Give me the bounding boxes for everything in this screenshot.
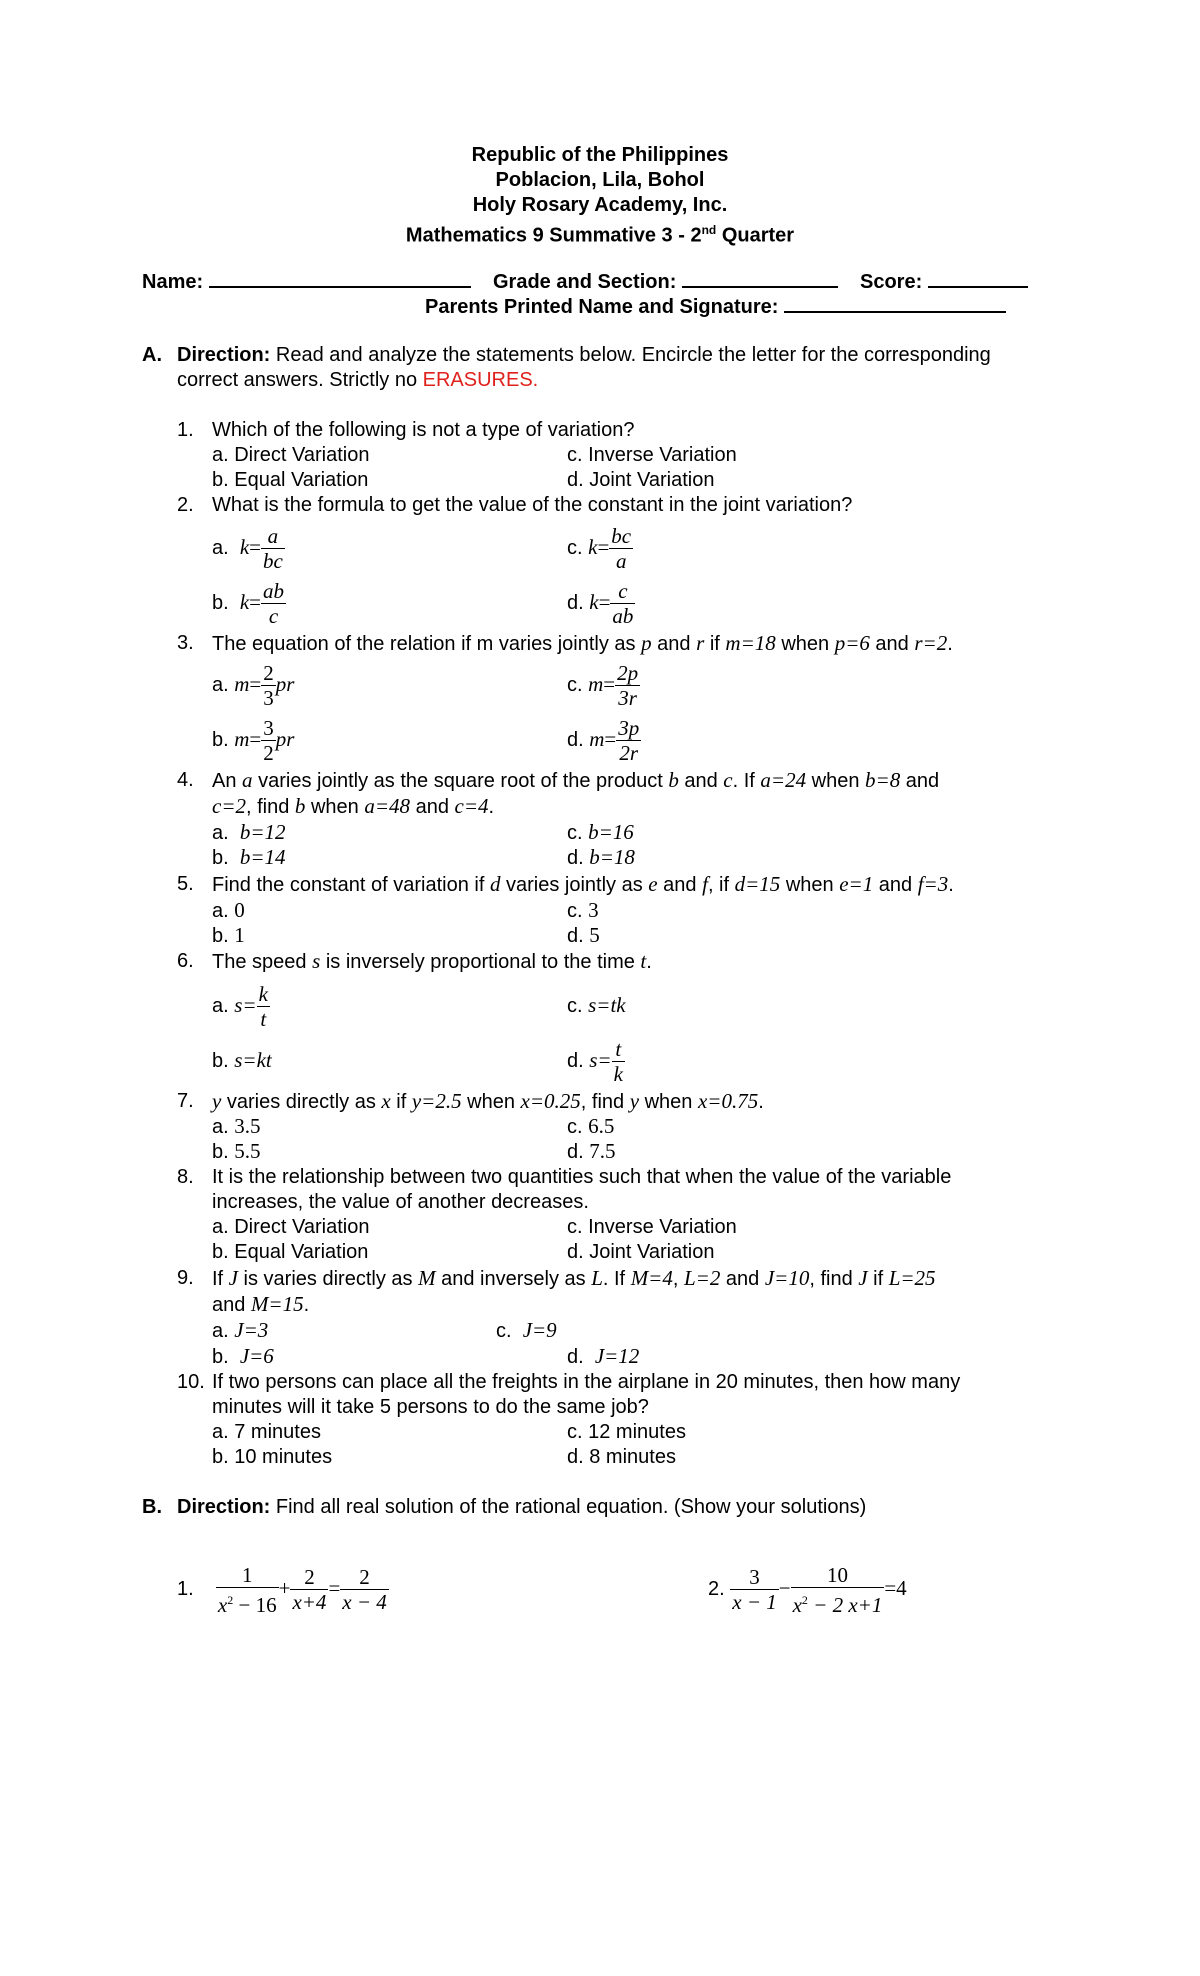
q5-choice-d[interactable]: d. 5 <box>567 923 600 947</box>
section-b-letter: B. <box>142 1496 162 1518</box>
q1-choice-b[interactable]: b. Equal Variation <box>212 469 369 491</box>
q1-choice-c[interactable]: c. Inverse Variation <box>567 444 737 466</box>
q7-choice-d[interactable]: d. 7.5 <box>567 1139 616 1163</box>
q10-choice-d[interactable]: d. 8 minutes <box>567 1446 676 1468</box>
q7-choice-b[interactable]: b. 5.5 <box>212 1139 261 1163</box>
q9-text-line2: and M=15. <box>212 1292 310 1316</box>
q4-choice-b[interactable]: b. b=14 <box>212 845 286 869</box>
header-exam-title: Mathematics 9 Summative 3 - 2nd Quarter <box>405 223 795 247</box>
q2-c-fraction: $\frac{bc}{a}$ <box>611 524 632 574</box>
q10-text-line1: If two persons can place all the freights in the airplane in 20 minutes, then how many <box>212 1371 961 1393</box>
q8-choice-d[interactable]: d. Joint Variation <box>567 1241 715 1263</box>
q10-choice-c[interactable]: c. 12 minutes <box>567 1421 686 1443</box>
q6-a-fraction: $\frac{k}{t}$ <box>258 982 268 1032</box>
header-republic: Republic of the Philippines <box>471 144 729 166</box>
q6-choice-d[interactable]: d. s= $\frac{t}{k}$ <box>567 1037 623 1087</box>
q8-text-line2: increases, the value of another decreases. <box>212 1191 589 1213</box>
q3-d-fraction: $\frac{3p}{2r}$ <box>618 716 640 766</box>
q3-b-fraction: $\frac{3}{2}$ <box>263 716 274 766</box>
q3-a-fraction: $\frac{2}{3}$ <box>263 661 274 711</box>
q3-choice-a[interactable]: a. m= $\frac{2}{3}$ pr <box>212 661 295 711</box>
q7-choice-a[interactable]: a. 3.5 <box>212 1114 261 1138</box>
q6-d-fraction: $\frac{t}{k}$ <box>613 1037 623 1087</box>
q7-text: y varies directly as x if y=2.5 when x=0.25, find y when x=0.75. <box>212 1089 764 1113</box>
q10-number: 10. <box>177 1371 205 1393</box>
problem-1-fraction-2: $\frac{2}{x+4}$ <box>292 1565 327 1615</box>
q8-choice-b[interactable]: b. Equal Variation <box>212 1241 369 1263</box>
q8-choice-a[interactable]: a. Direct Variation <box>212 1216 370 1238</box>
problem-2-fraction-2: $\frac{10}{x^2 - 2 x+1}$ <box>792 1562 883 1617</box>
q2-a-fraction: $\frac{a}{bc}$ <box>262 524 283 574</box>
q2-choice-b[interactable]: b. k= $\frac{ab}{c}$ <box>212 579 284 629</box>
q2-choice-c[interactable]: c. k= $\frac{bc}{a}$ <box>567 524 632 574</box>
name-field: Name: <box>142 268 471 295</box>
q9-choice-d[interactable]: d. J=12 <box>567 1344 640 1368</box>
score-field: Score: <box>860 268 1028 295</box>
q3-choice-b[interactable]: b. m= $\frac{3}{2}$ pr <box>212 716 295 766</box>
q9-choice-a[interactable]: a. J=3 <box>212 1318 269 1342</box>
q4-choice-d[interactable]: d. b=18 <box>567 845 635 869</box>
q8-choice-c[interactable]: c. Inverse Variation <box>567 1216 737 1238</box>
q4-choice-a[interactable]: a. b=12 <box>212 820 286 844</box>
q1-choice-d[interactable]: d. Joint Variation <box>567 469 715 491</box>
problem-2: 2. $\frac{3}{x - 1}$ − $\frac{10}{x^2 - 2 x+1}$ =4 <box>708 1562 907 1617</box>
q2-text: What is the formula to get the value of the constant in the joint variation? <box>212 494 853 516</box>
q3-text: The equation of the relation if m varies jointly as p and r if m=18 when p=6 and r=2. <box>212 631 953 655</box>
erasures-warning: ERASURES <box>422 369 533 391</box>
section-b-direction: Direction: Find all real solution of the rational equation. (Show your solutions) <box>177 1496 867 1518</box>
q7-choice-c[interactable]: c. 6.5 <box>567 1114 615 1138</box>
q4-text-line1: An a varies jointly as the square root of the product b and c. If a=24 when b=8 and <box>212 768 940 792</box>
q10-choice-b[interactable]: b. 10 minutes <box>212 1446 333 1468</box>
grade-section-field: Grade and Section: <box>493 268 838 295</box>
problem-1-fraction-3: $\frac{2}{x - 4}$ <box>342 1565 387 1615</box>
q10-text-line2: minutes will it take 5 persons to do the same job? <box>212 1396 649 1418</box>
problem-1: 1. $\frac{1}{x^2 - 16}$ + $\frac{2}{x+4}$ = $\frac{2}{x - 4}$ <box>177 1562 387 1617</box>
q8-number: 8. <box>177 1166 194 1188</box>
q9-number: 9. <box>177 1267 194 1289</box>
q6-choice-b[interactable]: b. s=kt <box>212 1048 272 1072</box>
q4-choice-c[interactable]: c. b=16 <box>567 820 634 844</box>
q4-number: 4. <box>177 769 194 791</box>
q6-choice-c[interactable]: c. s=tk <box>567 993 626 1017</box>
q3-c-fraction: $\frac{2p}{3r}$ <box>617 661 639 711</box>
q10-choice-a[interactable]: a. 7 minutes <box>212 1421 321 1443</box>
q3-choice-d[interactable]: d. m= $\frac{3p}{2r}$ <box>567 716 640 766</box>
problem-1-fraction-1: $\frac{1}{x^2 - 16}$ <box>217 1562 277 1617</box>
q5-text: Find the constant of variation if d varies jointly as e and f, if d=15 when e=1 and f=3. <box>212 872 954 896</box>
q5-choice-c[interactable]: c. 3 <box>567 898 599 922</box>
score-blank[interactable] <box>928 268 1028 288</box>
q1-text: Which of the following is not a type of variation? <box>212 419 635 441</box>
q4-text-line2: c=2, find b when a=48 and c=4. <box>212 794 495 818</box>
header-school: Holy Rosary Academy, Inc. <box>472 194 728 216</box>
grade-section-blank[interactable] <box>682 268 838 288</box>
header-address: Poblacion, Lila, Bohol <box>495 169 705 191</box>
q6-number: 6. <box>177 950 194 972</box>
q9-text-line1: If J is varies directly as M and inversely as L. If M=4, L=2 and J=10, find J if L=25 <box>212 1266 936 1290</box>
section-a-direction-line2: correct answers. Strictly no ERASURES. <box>177 369 539 391</box>
section-a-direction-line1: Direction: Read and analyze the statements below. Encircle the letter for the corresponding <box>177 344 991 366</box>
q2-d-fraction: $\frac{c}{ab}$ <box>612 579 634 629</box>
q3-number: 3. <box>177 632 194 654</box>
q2-choice-a[interactable]: a. k= $\frac{a}{bc}$ <box>212 524 283 574</box>
q2-b-fraction: $\frac{ab}{c}$ <box>262 579 284 629</box>
q9-choice-c[interactable]: c. J=9 <box>496 1318 557 1342</box>
q1-choice-a[interactable]: a. Direct Variation <box>212 444 370 466</box>
section-a-letter: A. <box>142 344 162 366</box>
q6-choice-a[interactable]: a. s= $\frac{k}{t}$ <box>212 982 268 1032</box>
q1-number: 1. <box>177 419 194 441</box>
name-blank[interactable] <box>209 268 471 288</box>
q2-number: 2. <box>177 494 194 516</box>
q5-number: 5. <box>177 873 194 895</box>
problem-2-fraction-1: $\frac{3}{x - 1}$ <box>732 1565 777 1615</box>
parents-signature-field: Parents Printed Name and Signature: <box>425 293 1006 320</box>
q7-number: 7. <box>177 1090 194 1112</box>
q5-choice-a[interactable]: a. 0 <box>212 898 245 922</box>
q3-choice-c[interactable]: c. m= $\frac{2p}{3r}$ <box>567 661 639 711</box>
q8-text-line1: It is the relationship between two quantities such that when the value of the variable <box>212 1166 952 1188</box>
q5-choice-b[interactable]: b. 1 <box>212 923 245 947</box>
parents-signature-blank[interactable] <box>784 293 1006 313</box>
q2-choice-d[interactable]: d. k= $\frac{c}{ab}$ <box>567 579 634 629</box>
q9-choice-b[interactable]: b. J=6 <box>212 1344 274 1368</box>
q6-text: The speed s is inversely proportional to the time t. <box>212 949 652 973</box>
